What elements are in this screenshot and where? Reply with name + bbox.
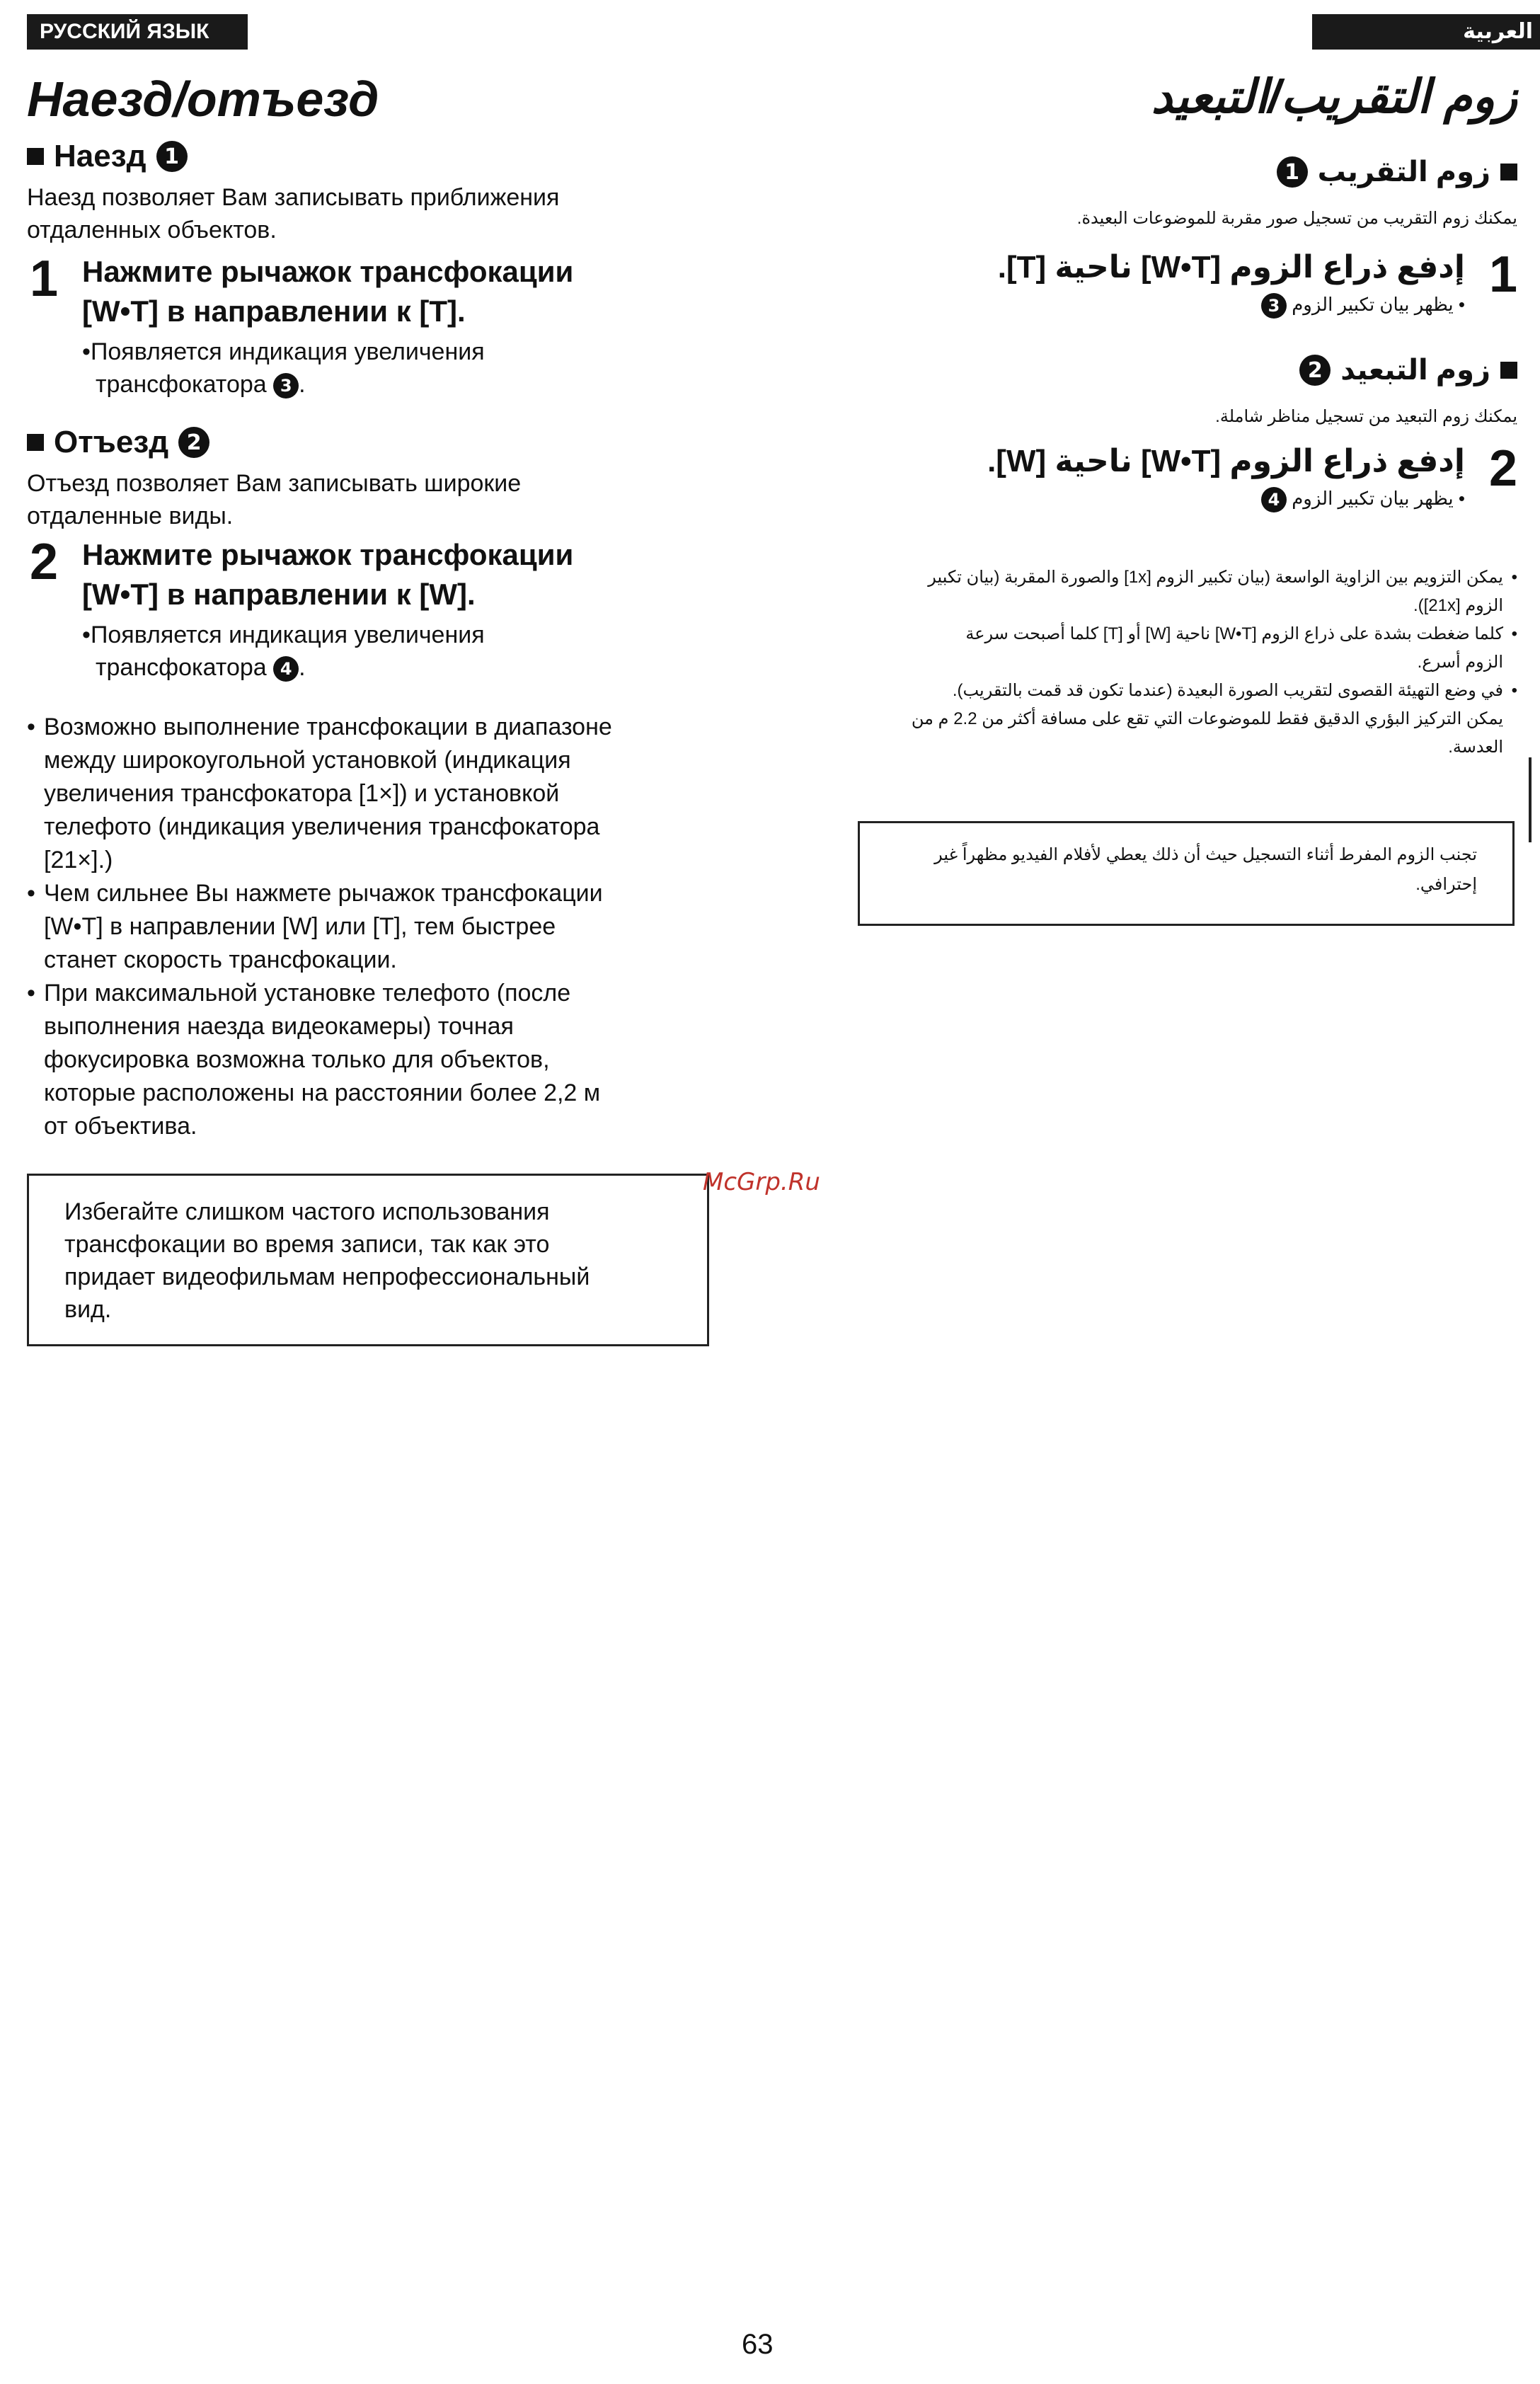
step-2-arabic bbox=[987, 442, 1517, 512]
zoom-in-description-arabic: يمكنك زوم التقريب من تسجيل صور مقربة للموضوعات البعيدة. bbox=[1076, 209, 1517, 228]
number-2-circle-icon: 2 bbox=[1299, 355, 1331, 386]
page-number: 63 bbox=[742, 2329, 774, 2360]
number-4-circle-icon: 4 bbox=[1261, 487, 1287, 512]
note-item: • При максимальной установке телефото (после выполнения наезда видеокамеры) точная фокусировка возможна только для объектов, которые расположены на расстоянии более 2,2 м от объектива. bbox=[27, 977, 699, 1143]
square-bullet-icon bbox=[1500, 362, 1517, 379]
zoom-in-description: Наезд позволяет Вам записывать приближения отдаленных объектов. bbox=[27, 184, 560, 243]
note-item: • في وضع التهيئة القصوى لتقريب الصورة البعيدة (عندما تكون قد قمت بالتقريب). يمكن التركيز البؤري الدقيق فقط للموضوعات التي تقع على مسافة أكثر من 2.2 م من العدسة. bbox=[817, 677, 1517, 762]
number-4-circle-icon: 4 bbox=[273, 656, 299, 682]
square-bullet-icon bbox=[27, 148, 44, 165]
number-2-circle-icon: 2 bbox=[178, 427, 209, 458]
step-1-number: 1 bbox=[30, 251, 59, 307]
step-1-bullet: •Появляется индикация увеличения трансфокатора 3 . bbox=[82, 338, 485, 398]
zoom-out-heading-arabic: زوم التبعيد 2 bbox=[1299, 354, 1517, 386]
page-title: Наезд/отъезд bbox=[27, 71, 379, 127]
margin-mark bbox=[1529, 757, 1532, 842]
square-bullet-icon bbox=[27, 434, 44, 451]
step-2-bullet: •Появляется индикация увеличения трансфокатора 4 . bbox=[82, 621, 485, 681]
caution-box-arabic: تجنب الزوم المفرط أثناء التسجيل حيث أن ذلك يعطي لأفلام الفيديو مظهراً غير إحترافي. bbox=[858, 821, 1515, 926]
zoom-out-description-arabic: يمكنك زوم التبعيد من تسجيل مناظر شاملة. bbox=[1215, 407, 1517, 426]
step-1-bullet-arabic: • يظهر بيان تكبير الزوم 3 bbox=[998, 292, 1465, 319]
notes-list-arabic bbox=[817, 563, 1517, 762]
page-title-arabic: زوم التقريب/التبعيد bbox=[1151, 70, 1517, 122]
language-tag-russian: РУССКИЙ ЯЗЫК bbox=[27, 14, 248, 50]
step-1-text-arabic: إدفع ذراع الزوم [W•T] ناحية [T]. bbox=[997, 250, 1465, 285]
note-item: • يمكن التزويم بين الزاوية الواسعة (بيان تكبير الزوم [1x] والصورة المقربة (بيان تكبير الزوم [21x]). bbox=[817, 563, 1517, 620]
zoom-in-heading-arabic: زوم التقريب 1 bbox=[1277, 156, 1517, 188]
watermark: McGrp.Ru bbox=[703, 1168, 820, 1196]
square-bullet-icon bbox=[1500, 164, 1517, 180]
zoom-out-heading-text: Отъезд bbox=[54, 425, 169, 459]
number-3-circle-icon: 3 bbox=[273, 373, 299, 399]
step-1-arabic bbox=[998, 248, 1517, 319]
zoom-out-description: Отъезд позволяет Вам записывать широкие отдаленные виды. bbox=[27, 470, 522, 529]
step-2-number: 2 bbox=[1488, 440, 1517, 497]
notes-list bbox=[27, 711, 699, 1143]
number-3-circle-icon: 3 bbox=[1261, 293, 1287, 319]
step-1-text: Нажмите рычажок трансфокации [W•T] в направлении к [T]. bbox=[82, 255, 574, 328]
step-2-text-arabic: إدفع ذراع الزوم [W•T] ناحية [W]. bbox=[987, 444, 1465, 478]
step-1-number: 1 bbox=[1488, 246, 1517, 303]
caution-box: Избегайте слишком частого использования трансфокации во время записи, так как это придает видеофильмам непрофессиональный вид. bbox=[27, 1174, 709, 1346]
zoom-in-heading-text: Наезд bbox=[54, 139, 146, 173]
note-item: • Чем сильнее Вы нажмете рычажок трансфокации [W•T] в направлении [W] или [T], тем быстрее станет скорость трансфокации. bbox=[27, 877, 699, 977]
note-item: • كلما ضغطت بشدة على ذراع الزوم [W•T] ناحية [W] أو [T] كلما أصبحت سرعة الزوم أسرع. bbox=[817, 620, 1517, 677]
step-1 bbox=[30, 252, 573, 401]
step-2-text: Нажмите рычажок трансфокации [W•T] в направлении к [W]. bbox=[82, 538, 574, 611]
zoom-out-heading bbox=[27, 425, 209, 460]
number-1-circle-icon: 1 bbox=[156, 141, 188, 172]
language-tag-arabic: العربية bbox=[1312, 14, 1540, 50]
step-2-bullet-arabic: • يظهر بيان تكبير الزوم 4 bbox=[987, 486, 1465, 512]
step-2 bbox=[30, 535, 573, 684]
note-item: • Возможно выполнение трансфокации в диапазоне между широкоугольной установкой (индикация увеличения трансфокатора [1×]) и установкой телефото (индикация увеличения трансфокатора [21×].) bbox=[27, 711, 699, 877]
step-2-number: 2 bbox=[30, 534, 59, 590]
zoom-in-heading bbox=[27, 139, 188, 174]
number-1-circle-icon: 1 bbox=[1277, 156, 1308, 188]
